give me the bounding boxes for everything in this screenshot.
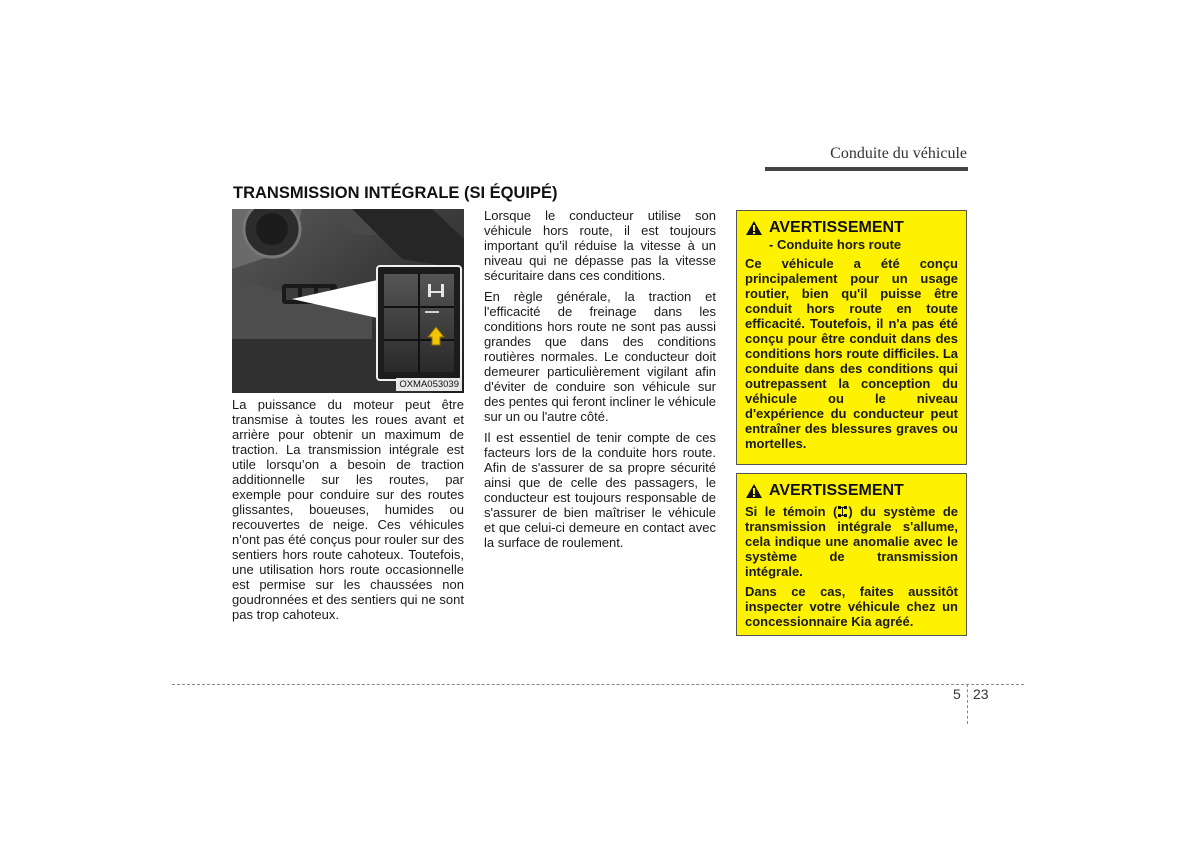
warning-title: AVERTISSEMENT [769,482,904,499]
warning-header [745,219,958,237]
warning-title: AVERTISSEMENT [769,219,904,236]
warning-text-2: Dans ce cas, faites aussitôt inspecter votre véhicule chez un concessionnaire Kia agréé. [745,584,958,629]
offroad-paragraph-1: Lorsque le conducteur utilise son véhicule hors route, il est toujours important qu'il réduise la vitesse à un niveau qui ne dépasse pas la vitesse sécuritaire dans ces conditions. [484,208,716,283]
intro-column [232,397,464,628]
awd-indicator-icon [837,505,848,518]
offroad-paragraph-2: En règle générale, la traction et l'efficacité de freinage dans les conditions hors route ne sont pas aussi grandes que dans des conditions routières normales. Le conducteur doit demeurer particulièrement vigilant afin d'éviter de conduire son véhicule sur des pentes qui feront incliner le véhicule sur un ou l'autre côté. [484,289,716,424]
intro-paragraph: La puissance du moteur peut être transmise à toutes les roues avant et arrière pour obtenir un maximum de traction. La transmission intégrale est utile lorsqu’on a besoin de traction additionnelle sur les routes, par exemple pour conduire sur des routes glissantes, boueuses, humides ou recouvertes de neige. Ces véhicules n'ont pas été conçus pour rouler sur des sentiers hors route cahoteux. Toutefois, une utilisation hors route occasionnelle est permise sur les chaussées non goudronnées et des sentiers qui ne sont pas trop cahoteux. [232,397,464,622]
footer-dashed-divider [967,684,968,724]
warning-text: Ce véhicule a été conçu principalement pour un usage routier, bien qu'il puisse être conduit hors route en toute efficacité. Toutefois, il n'a pas été conçu pour être conduit dans des conditions hors route difficiles. La conduite dans des conditions qui outrepassent la conception du véhicule ou le niveau d'expérience du conducteur peut entraîner des blessures graves ou mortelles. [745,256,958,451]
warning-triangle-icon [745,220,763,236]
warning-triangle-icon [745,483,763,499]
dashboard-switch-illustration [232,209,464,393]
offroad-column [484,208,716,556]
warning-box-awd-light [736,473,967,636]
warning-subtitle: - Conduite hors route [769,237,902,252]
photo-code: OXMA053039 [396,378,462,391]
chapter-number: 5 [953,686,961,702]
header-rule [765,167,968,171]
footer-dashed-rule [172,684,1024,685]
dashboard-switch-photo [232,209,464,393]
warning-text-after-icon: ) du système de transmission intégrale s'allume, cela indique une anomalie avec le système de transmission intégrale. [745,504,958,579]
offroad-paragraph-3: Il est essentiel de tenir compte de ces facteurs lors de la conduite hors route. Afin de s'assurer de sa propre sécurité ainsi que de celle des passagers, le conducteur est toujours responsable de s'assurer de bien maîtriser le véhicule et que celui-ci demeure en contact avec la surface de roulement. [484,430,716,550]
warning-text-1 [745,504,958,579]
warning-text-before-icon: Si le témoin ( [745,504,838,519]
warning-header [745,482,958,500]
running-header-title: Conduite du véhicule [830,145,967,162]
page-number: 23 [973,686,989,702]
section-title: TRANSMISSION INTÉGRALE (SI ÉQUIPÉ) [233,184,558,202]
warning-box-offroad [736,210,967,465]
